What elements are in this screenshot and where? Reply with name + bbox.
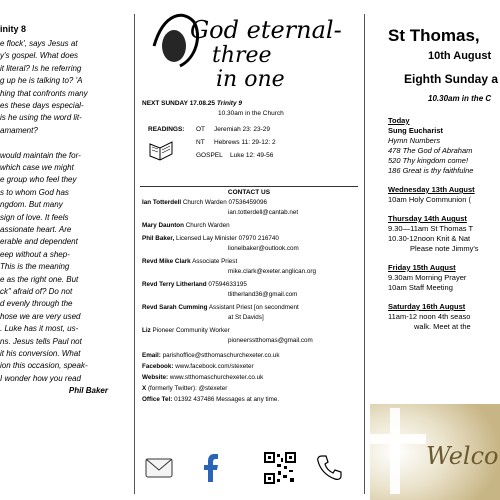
left-column bbox=[0, 0, 130, 500]
column-divider bbox=[364, 14, 365, 494]
contact-name: Ian Totterdell bbox=[142, 199, 182, 206]
contact-name: Revd Terry Litherland bbox=[142, 281, 207, 288]
welcome-graphic bbox=[370, 404, 500, 500]
office-line bbox=[142, 396, 279, 403]
contact-phone: 07970 216740 bbox=[238, 235, 279, 242]
office-phone[interactable]: 01392 437486 bbox=[174, 396, 215, 403]
reading-reference: Jeremiah 23: 23-29 bbox=[214, 126, 271, 133]
left-text-line: is he using the word lit- bbox=[0, 113, 82, 123]
left-text-line: assionate heart. Are bbox=[0, 225, 72, 234]
welcome-text: Welco bbox=[426, 442, 499, 470]
contact-role: Associate Priest bbox=[192, 258, 238, 265]
bible-icon bbox=[148, 136, 174, 162]
reading-reference: Hebrews 11: 29-12: 2 bbox=[214, 139, 276, 146]
contact-entry bbox=[142, 304, 299, 311]
left-text-line: e as the right one. But bbox=[0, 274, 79, 284]
sunday-name: Eighth Sunday a bbox=[404, 72, 499, 86]
left-text-line: g up he is talking to? 'A bbox=[0, 76, 83, 86]
left-text-line: hing that confronts many bbox=[0, 88, 88, 98]
email-line bbox=[142, 352, 280, 359]
next-sunday-time: 10.30am in the Church bbox=[218, 110, 284, 117]
logo-line-3: in one bbox=[216, 67, 285, 90]
left-text-line: it literal? Is he referring bbox=[0, 63, 82, 73]
left-text-line: would maintain the for- bbox=[0, 150, 81, 160]
left-text-line: sign of love. It feels bbox=[0, 212, 69, 222]
next-sunday-label: NEXT SUNDAY bbox=[142, 100, 188, 107]
left-text-line: . Luke has it most, us- bbox=[0, 324, 79, 334]
contact-entry bbox=[142, 258, 237, 265]
column-divider bbox=[134, 14, 135, 494]
event-line: 9.30am Morning Prayer bbox=[388, 273, 467, 282]
welcome-banner bbox=[370, 404, 500, 500]
phone-icon bbox=[316, 454, 342, 482]
reading-book: NT bbox=[196, 139, 205, 146]
contact-entry bbox=[142, 281, 247, 288]
left-text-line: es these days especial- bbox=[0, 101, 84, 110]
left-text-line: ngdom. But many bbox=[0, 200, 63, 210]
left-text-line: erable and dependent bbox=[0, 237, 78, 247]
contact-role: Licensed Lay Minister bbox=[175, 235, 237, 242]
x-handle[interactable]: @stexeter bbox=[198, 385, 228, 392]
facebook-line-label: Facebook: bbox=[142, 363, 174, 370]
contact-role: Pioneer Community Worker bbox=[152, 327, 230, 334]
event-line: 520 Thy kingdom come! bbox=[388, 156, 469, 165]
email-line-value[interactable]: parishoffice@stthomaschurchexeter.co.uk bbox=[162, 352, 280, 359]
office-note: Messages at any time. bbox=[216, 396, 280, 403]
contact-entry bbox=[142, 327, 230, 334]
event-heading: Wednesday 13th August bbox=[388, 185, 475, 194]
left-text-line: ck" afraid of? Do not bbox=[0, 287, 73, 296]
left-text-line: y's gospel. What does bbox=[0, 51, 79, 61]
contact-name: Revd Sarah Cumming bbox=[142, 304, 208, 311]
contact-email: at St Davids] bbox=[228, 314, 264, 321]
service-date: 10th August bbox=[428, 50, 492, 62]
email-line-label: Email: bbox=[142, 352, 161, 359]
event-heading: Saturday 16th August bbox=[388, 302, 466, 311]
contact-email: ian.totterdell@cantab.net bbox=[228, 209, 299, 216]
left-author: Phil Baker bbox=[68, 386, 108, 395]
contact-entry bbox=[142, 222, 230, 229]
middle-column bbox=[140, 0, 360, 500]
office-label: Office Tel: bbox=[142, 396, 173, 403]
website-line bbox=[142, 374, 263, 381]
contact-entry bbox=[142, 199, 267, 206]
event-line: Please note Jimmy's bbox=[410, 244, 479, 253]
logo-line-1: God eternal- bbox=[190, 16, 342, 44]
contact-email: tlitherland36@gmail.com bbox=[228, 291, 298, 298]
event-heading: Thursday 14th August bbox=[388, 214, 467, 223]
contact-title: CONTACT US bbox=[227, 189, 271, 196]
left-text-line: eep without a shep- bbox=[0, 249, 70, 259]
readings-label: READINGS: bbox=[148, 126, 185, 133]
event-line: 478 The God of Abraham bbox=[388, 146, 473, 155]
website-line-label: Website: bbox=[142, 374, 169, 381]
contact-role: Church Warden bbox=[182, 199, 227, 206]
trinity-logo bbox=[150, 6, 350, 90]
event-line: 9.30—11am St Thomas T bbox=[388, 224, 474, 233]
event-line: 10am Staff Meeting bbox=[388, 283, 453, 292]
left-text-line: d evenly through the bbox=[0, 299, 73, 309]
event-line: walk. Meet at the bbox=[414, 322, 471, 331]
facebook-icon bbox=[198, 454, 224, 482]
left-text-line: amament? bbox=[0, 125, 38, 135]
icons-row bbox=[140, 450, 360, 490]
event-line: 11am-12 noon 4th seaso bbox=[388, 312, 471, 321]
next-sunday-date: 17.08.25 bbox=[189, 100, 215, 107]
contact-email: lionelbaker@outlook.com bbox=[228, 245, 299, 252]
left-title: inity 8 bbox=[0, 24, 27, 34]
facebook-line bbox=[142, 363, 254, 370]
x-line bbox=[142, 385, 227, 392]
facebook-line-value[interactable]: www.facebook.com/stexeter bbox=[175, 363, 254, 370]
left-text-line: e flock', says Jesus at bbox=[0, 39, 78, 48]
contact-name: Mary Daunton bbox=[142, 222, 184, 229]
left-text-line: it his conversion. What bbox=[0, 349, 81, 358]
event-heading: Friday 15th August bbox=[388, 263, 456, 272]
next-sunday bbox=[142, 100, 242, 107]
contact-role: Church Warden bbox=[185, 222, 230, 229]
contact-entry bbox=[142, 235, 279, 242]
left-text-line: e group who feel they bbox=[0, 175, 77, 185]
contact-name: Phil Baker, bbox=[142, 235, 175, 242]
website-line-value[interactable]: www.stthomaschurchexeter.co.uk bbox=[169, 374, 264, 381]
left-text-line: ns. Jesus tells Paul not bbox=[0, 336, 82, 346]
contact-phone: 07536459096 bbox=[228, 199, 267, 206]
event-line: 10.30-12noon Knit & Nat bbox=[388, 234, 471, 243]
event-line: 186 Great is thy faithfulne bbox=[388, 166, 474, 175]
event-heading: Today bbox=[388, 116, 410, 125]
reading-book: GOSPEL bbox=[196, 152, 223, 159]
left-text-line: This is the meaning bbox=[0, 262, 70, 272]
x-label: X bbox=[142, 385, 147, 392]
contact-name: Revd Mike Clark bbox=[142, 258, 191, 265]
contact-role: 07594633195 bbox=[208, 281, 247, 288]
qr-code-icon bbox=[264, 452, 296, 484]
contact-email: pioneersstthomas@gmail.com bbox=[228, 337, 313, 344]
left-text-line: hose we are very used bbox=[0, 311, 81, 321]
logo-line-2: three bbox=[212, 43, 272, 68]
event-line: Hymn Numbers bbox=[388, 136, 441, 145]
right-column bbox=[370, 0, 500, 500]
x-note: (formerly Twitter): bbox=[147, 385, 197, 392]
next-sunday-name: Trinity 9 bbox=[216, 100, 242, 107]
contact-role: Assistant Priest [on secondment bbox=[208, 304, 299, 311]
event-line: 10am Holy Communion ( bbox=[388, 195, 471, 204]
email-icon bbox=[144, 456, 176, 480]
contact-name: Liz bbox=[142, 327, 151, 334]
left-text-line: I wonder how you read bbox=[0, 373, 81, 383]
service-time: 10.30am in the C bbox=[428, 94, 492, 103]
reading-book: OT bbox=[196, 126, 206, 133]
event-line: Sung Eucharist bbox=[388, 126, 444, 135]
reading-reference: Luke 12: 49-56 bbox=[230, 152, 274, 159]
left-text-line: ion this occasion, speak- bbox=[0, 361, 88, 371]
left-text-line: s to whom God has bbox=[0, 187, 69, 197]
logo-graphic bbox=[150, 6, 350, 90]
left-text-line: which case we might bbox=[0, 163, 74, 172]
church-name: St Thomas, bbox=[388, 26, 480, 45]
contact-email: mike.clark@exeter.anglican.org bbox=[228, 268, 316, 275]
contact-us bbox=[140, 186, 358, 437]
